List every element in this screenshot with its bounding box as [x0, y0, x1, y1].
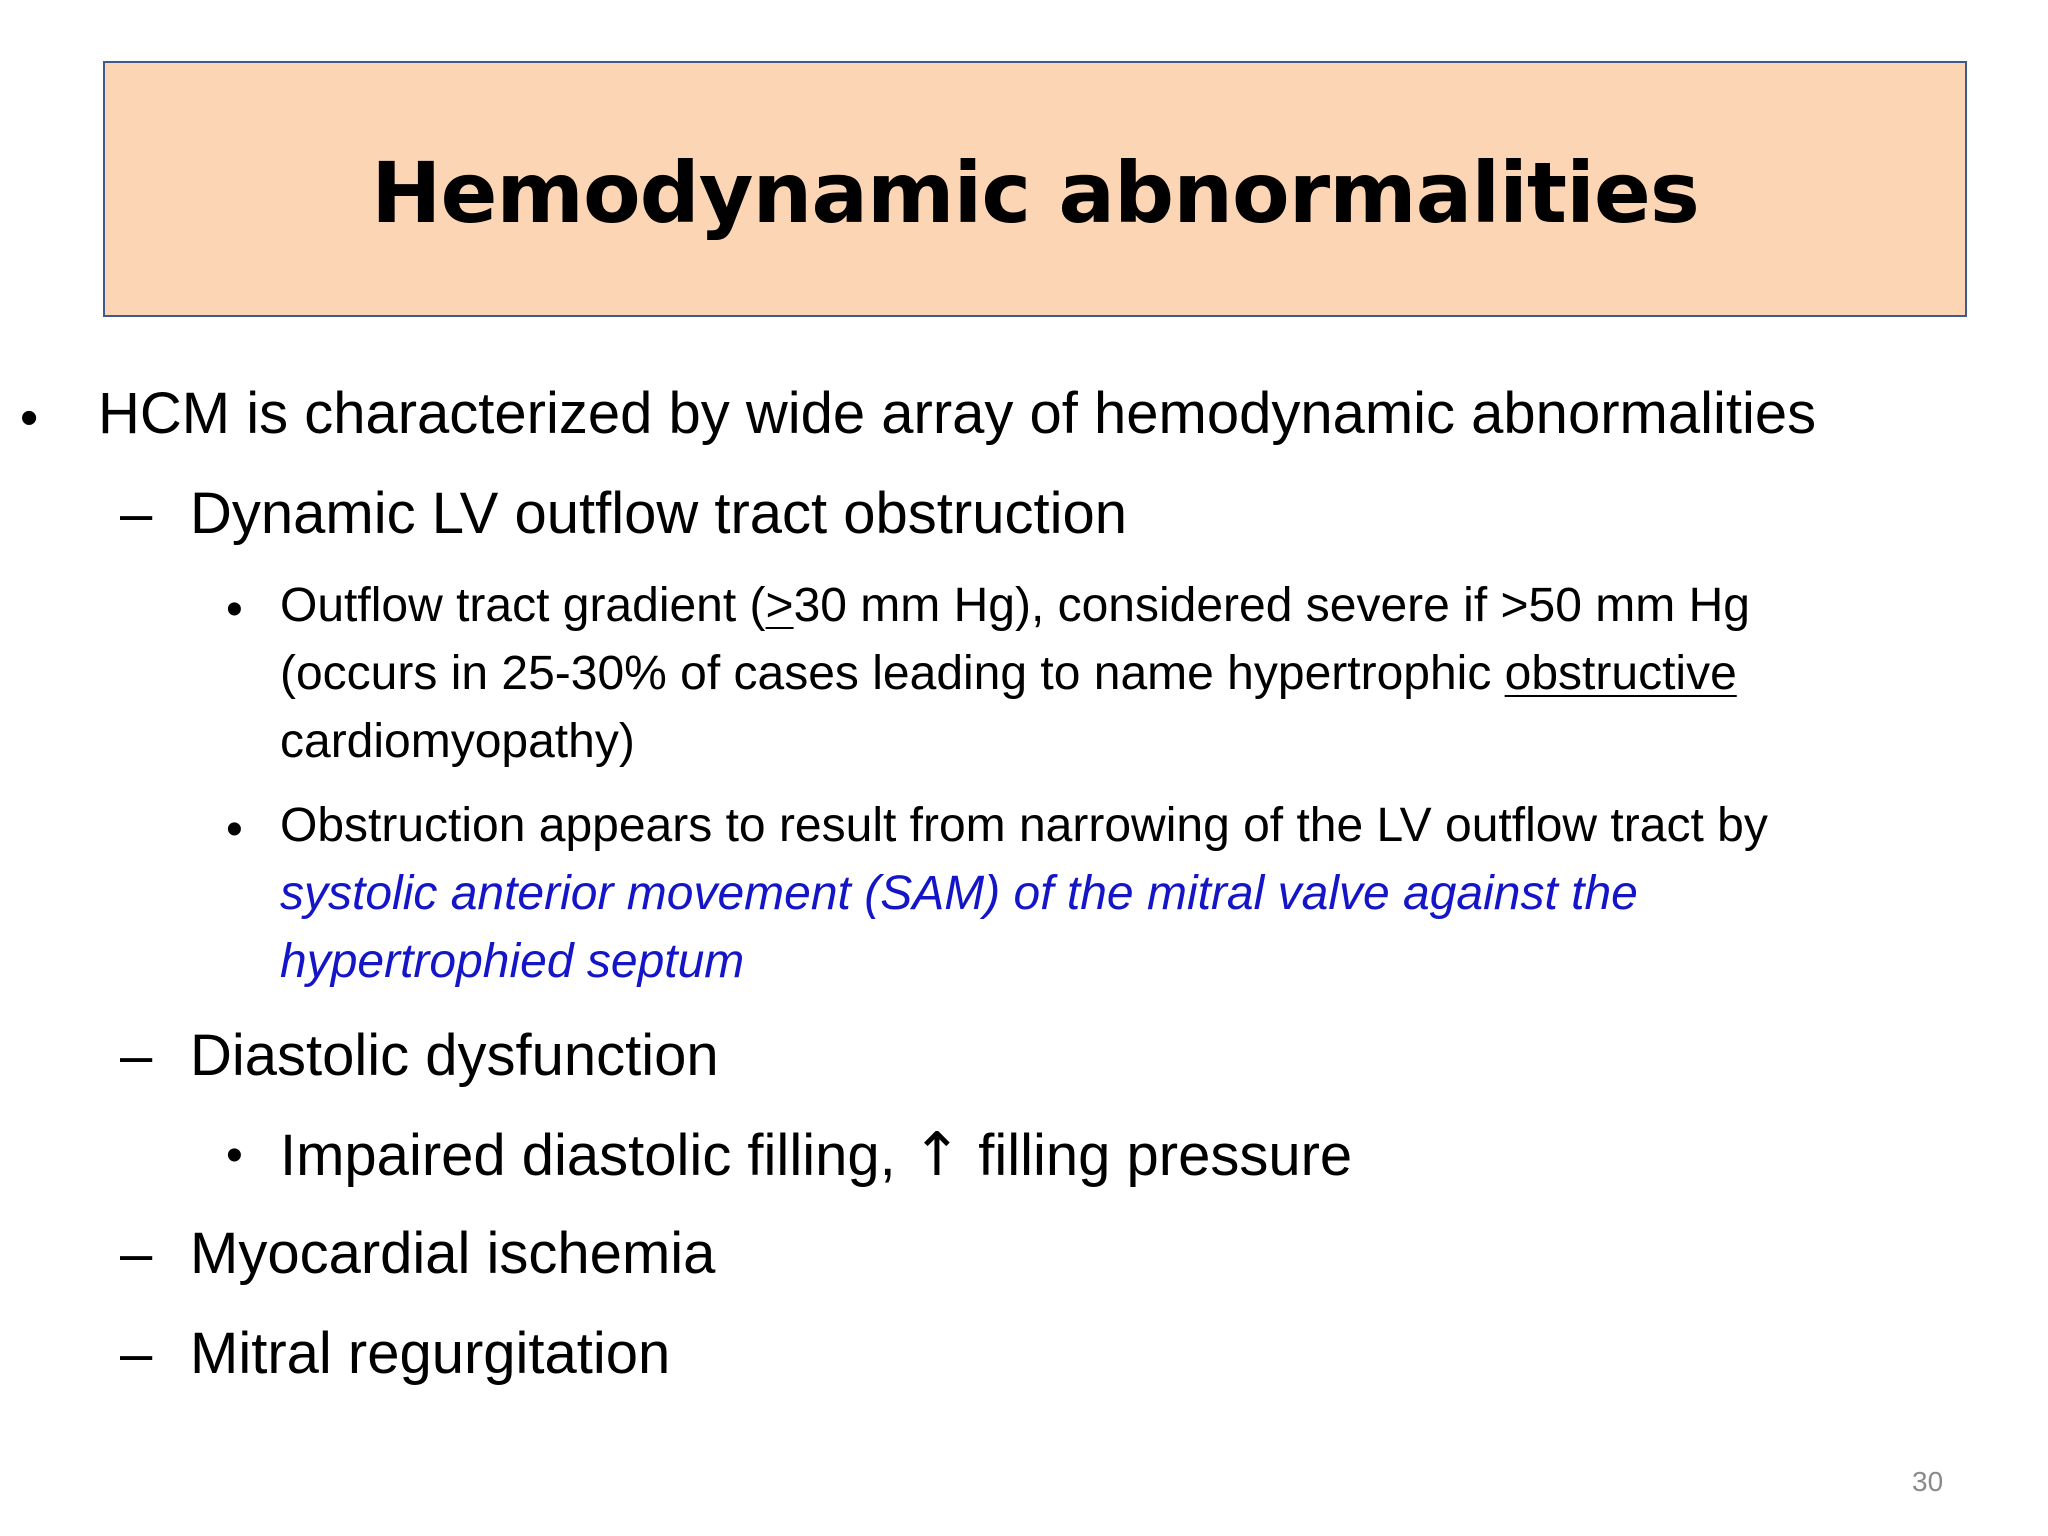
dash-myocardial-ischemia: Myocardial ischemia [190, 1221, 716, 1286]
dash-mitral-regurgitation: Mitral regurgitation [190, 1321, 671, 1386]
bullet-hcm-characterized: HCM is characterized by wide array of hemodynamic abnormalities [98, 381, 1817, 446]
sub-obstruction-sam-line2: systolic anterior movement (SAM) of the mitral valve against the [280, 867, 1638, 920]
up-arrow-icon: ↑ [911, 1120, 963, 1190]
greater-equal-symbol: > [765, 579, 794, 632]
sub-bullet-marker: • [226, 803, 243, 856]
dash-marker: – [120, 1221, 153, 1286]
impaired-text: Impaired diastolic filling, [280, 1123, 912, 1188]
dash-dynamic-lv-obstruction: Dynamic LV outflow tract obstruction [190, 481, 1127, 546]
sub-impaired-filling [280, 1120, 1352, 1190]
sub-bullet-marker: • [226, 1129, 243, 1182]
sub-outflow-gradient-line3: cardiomyopathy) [280, 715, 635, 768]
sub-obstruction-line1: Obstruction appears to result from narrowing of the LV outflow tract by [280, 799, 1768, 852]
sub-outflow-gradient-line1 [280, 578, 1750, 633]
sub-outflow-gradient-line2 [280, 646, 1737, 701]
gradient-text-b: 30 mm Hg), considered severe if >50 mm Hg [793, 579, 1750, 632]
bullet-marker: • [20, 389, 39, 447]
occurs-text: (occurs in 25-30% of cases leading to name hypertrophic [280, 647, 1505, 700]
dash-marker: – [120, 1023, 153, 1088]
filling-pressure-text: filling pressure [962, 1123, 1353, 1188]
dash-diastolic-dysfunction: Diastolic dysfunction [190, 1023, 719, 1088]
sub-bullet-marker: • [226, 583, 243, 636]
gradient-text-a: Outflow tract gradient ( [280, 579, 766, 632]
title-box [103, 61, 1967, 317]
sub-obstruction-sam-line3: hypertrophied septum [280, 935, 745, 988]
slide-title: Hemodynamic abnormalities [371, 144, 1699, 242]
dash-marker: – [120, 1321, 153, 1386]
page-number: 30 [1912, 1466, 1944, 1497]
obstructive-underlined: obstructive [1504, 647, 1737, 700]
dash-marker: – [120, 481, 153, 546]
